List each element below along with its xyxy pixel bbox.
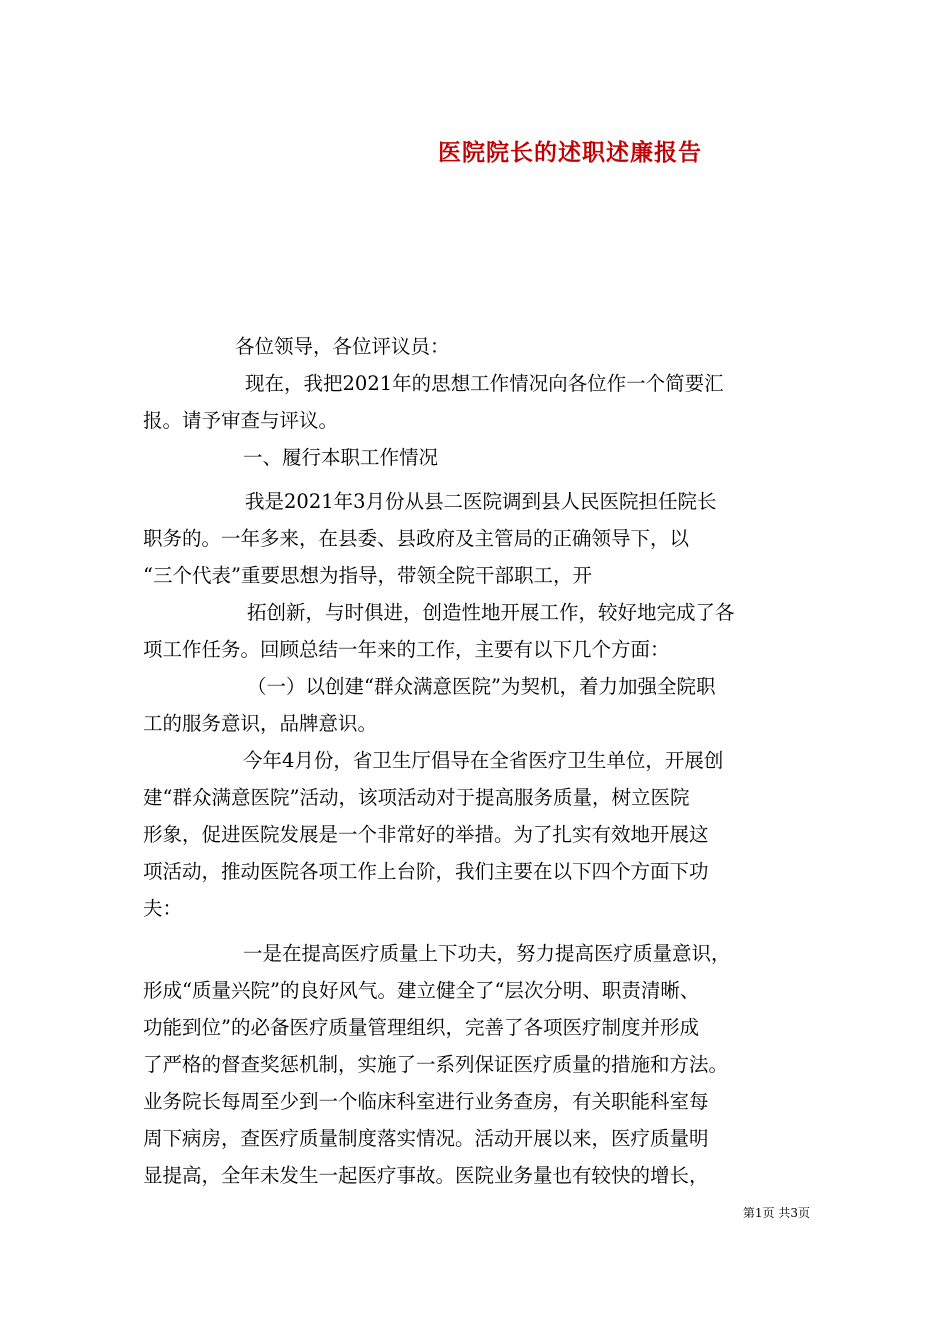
body-line: 拓创新，与时俱进，创造性地开展工作，较好地完成了各 xyxy=(247,601,735,624)
body-line: 了严格的督查奖惩机制，实施了一系列保证医疗质量的措施和方法。 xyxy=(143,1053,729,1076)
body-line: 项工作任务。回顾总结一年来的工作，主要有以下几个方面： xyxy=(143,638,670,661)
body-line: （一）以创建“群众满意医院”为契机，着力加强全院职 xyxy=(247,675,716,698)
body-line: 报。请予审查与评议。 xyxy=(143,409,339,432)
line-gap xyxy=(143,927,819,935)
document-title: 医院院长的述职述廉报告 xyxy=(438,139,702,166)
body-line: 形成“质量兴院”的良好风气。建立健全了“层次分明、职责清晰、 xyxy=(143,979,700,1002)
line-gap xyxy=(143,476,819,483)
body-line: 形象，促进医院发展是一个非常好的举措。为了扎实有效地开展这 xyxy=(143,823,709,846)
page-footer: 第1页 共3页 xyxy=(742,1206,810,1220)
body-line: 建“群众满意医院”活动，该项活动对于提高服务质量，树立医院 xyxy=(143,786,690,809)
document-body xyxy=(143,328,819,1194)
body-line: 周下病房，查医疗质量制度落实情况。活动开展以来，医疗质量明 xyxy=(143,1127,709,1150)
body-line: 各位领导，各位评议员： xyxy=(235,335,450,358)
body-line: 工的服务意识，品牌意识。 xyxy=(143,712,378,735)
body-line: 业务院长每周至少到一个临床科室进行业务查房，有关职能科室每 xyxy=(143,1090,709,1113)
body-line: 现在，我把2021年的思想工作情况向各位作一个简要汇 xyxy=(245,372,724,395)
body-line: 夫： xyxy=(143,897,183,920)
body-line: 显提高，全年未发生一起医疗事故。医院业务量也有较快的增长， xyxy=(143,1164,709,1187)
body-line: 一、履行本职工作情况 xyxy=(243,446,439,469)
body-line: 一是在提高医疗质量上下功夫，努力提高医疗质量意识， xyxy=(243,942,731,965)
body-line: 职务的。一年多来，在县委、县政府及主管局的正确领导下，以 xyxy=(143,527,690,550)
body-line: 我是2021年3月份从县二医院调到县人民医院担任院长 xyxy=(245,490,717,513)
body-line: 项活动，推动医院各项工作上台阶，我们主要在以下四个方面下功 xyxy=(143,860,709,883)
body-line: “三个代表”重要思想为指导，带领全院干部职工，开 xyxy=(143,564,592,587)
body-line: 功能到位”的必备医疗质量管理组织，完善了各项医疗制度并形成 xyxy=(143,1016,699,1039)
body-line: 今年4月份，省卫生厅倡导在全省医疗卫生单位，开展创 xyxy=(243,749,724,772)
